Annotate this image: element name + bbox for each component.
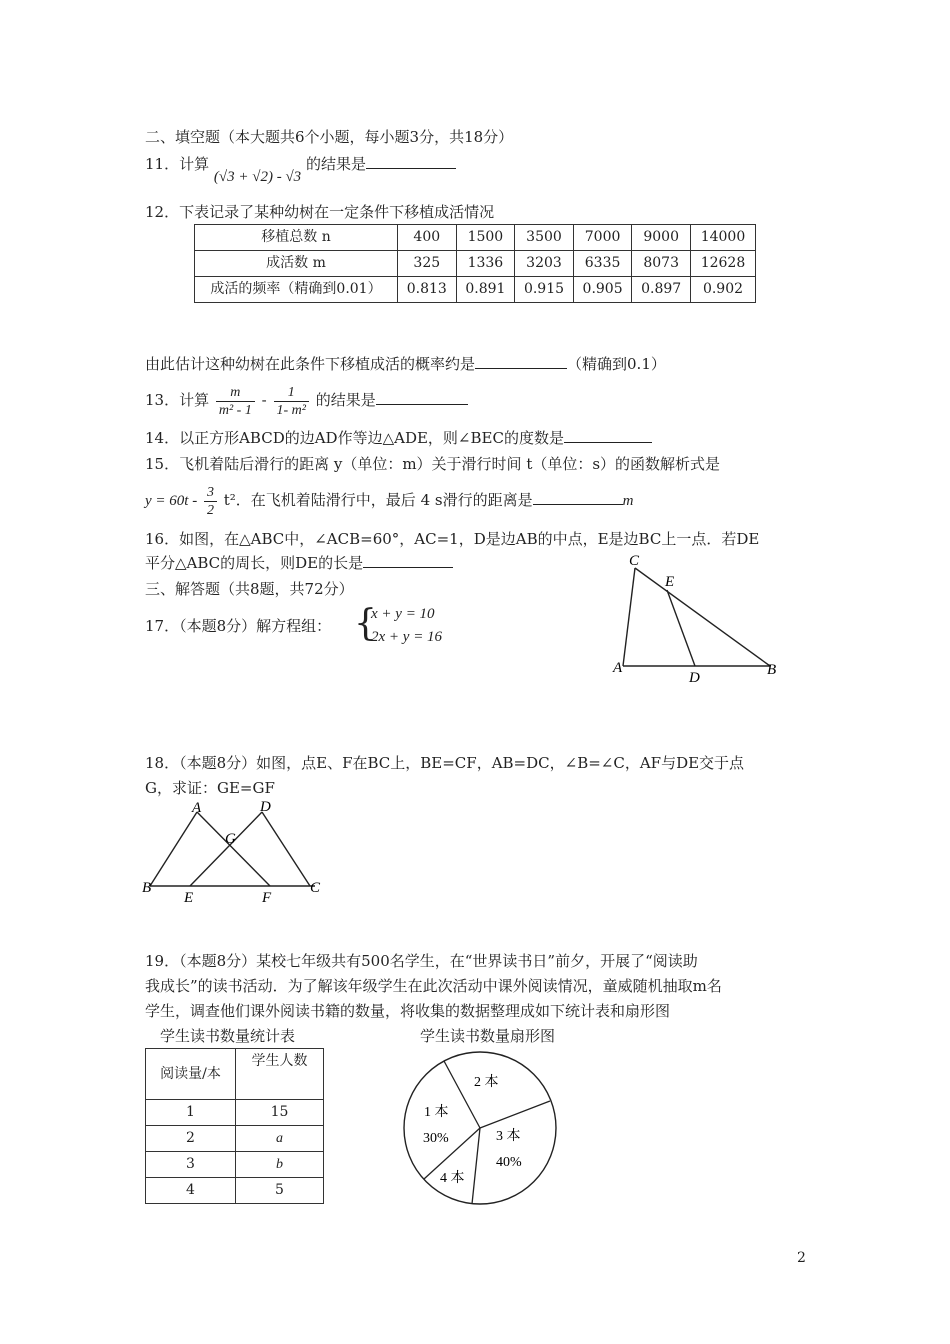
table-cell: 1336 [456, 251, 515, 277]
pie-label-2: 2 本 [474, 1075, 499, 1090]
label-A: A [192, 800, 202, 816]
question-13: 13．计算 $\frac{m}{\text{m² - 1}}$ - $\frac{1}{\text{1- m²}}$ 的结果是 [145, 382, 468, 419]
question-15-line2: y = 60t - $\frac{3}{2}$ t²．在飞机着陆滑行中，最后 4 s滑行的距离是 m [145, 484, 634, 518]
question-15-line1: 15．飞机着陆后滑行的距离 y（单位：m）关于滑行时间 t（单位：s）的函数解析式是 [145, 455, 721, 473]
label-A: A [613, 660, 623, 676]
table-cell: 15 [236, 1100, 324, 1126]
table-cell: 12628 [690, 251, 755, 277]
equation-2: 2x + y = 16 [371, 629, 443, 645]
table-header: 成活的频率（精确到0.01） [195, 277, 398, 303]
page-number: 2 [797, 1250, 806, 1266]
table-cell: 0.902 [690, 277, 755, 303]
table-cell: 6335 [573, 251, 632, 277]
label-F: F [262, 890, 272, 906]
question-19-line1: 19．（本题8分）某校七年级共有500名学生，在“世界读书日”前夕，开展了“阅读助 [145, 952, 698, 970]
table-header: 阅读量/本 [146, 1049, 236, 1100]
table-cell: 0.813 [398, 277, 457, 303]
triangle-figure-16 [605, 548, 795, 688]
question-16-line2: 平分△ABC的周长，则DE的长是 [145, 553, 453, 573]
table-cell: 3203 [515, 251, 574, 277]
table-cell: 0.897 [632, 277, 691, 303]
reading-table [145, 1048, 324, 1204]
pie-label-1: 1 本 [424, 1105, 449, 1120]
table-cell: 3 [146, 1152, 236, 1178]
table-cell: 14000 [690, 225, 755, 251]
question-18-line2: G，求证：GE=GF [145, 779, 275, 797]
label-D: D [689, 670, 700, 686]
section2-heading: 二、填空题（本大题共6个小题，每小题3分，共18分） [145, 128, 514, 146]
table-header: 移植总数 n [195, 225, 398, 251]
table-cell: 2 [146, 1126, 236, 1152]
table-cell: 0.915 [515, 277, 574, 303]
brace-icon: { [354, 603, 377, 644]
answer-blank[interactable] [475, 354, 567, 369]
table-cell: 325 [398, 251, 457, 277]
table-cell: 9000 [632, 225, 691, 251]
question-14: 14．以正方形ABCD的边AD作等边△ADE，则∠BEC的度数是 [145, 428, 652, 448]
table-cell: 1 [146, 1100, 236, 1126]
label-C: C [629, 553, 640, 569]
table-cell: 3500 [515, 225, 574, 251]
pie-pct-3: 40% [496, 1155, 522, 1170]
question-17: 17．（本题8分）解方程组： [145, 617, 332, 635]
table-title: 学生读书数量统计表 [160, 1027, 296, 1045]
q11-expression: (√3 + √2) - √3 [213, 169, 302, 185]
question-18-line1: 18．（本题8分）如图，点E、F在BC上，BE=CF，AB=DC，∠B=∠C，AF与DE交于点 [145, 754, 745, 772]
question-11: 11．计算 (√3 + √2) - √3 的结果是 [145, 154, 456, 175]
pie-pct-1: 30% [423, 1131, 449, 1146]
section3-heading: 三、解答题（共8题，共72分） [145, 580, 354, 598]
table-cell: 4 [146, 1178, 236, 1204]
answer-blank[interactable] [564, 428, 652, 443]
question-16-line1: 16．如图，在△ABC中，∠ACB=60°，AC=1，D是边AB的中点，E是边BC上一点．若DE [145, 530, 760, 548]
table-cell: 0.891 [456, 277, 515, 303]
label-D: D [260, 799, 271, 815]
table-cell: 0.905 [573, 277, 632, 303]
table-cell: 5 [236, 1178, 324, 1204]
question-19-line2: 我成长”的读书活动．为了解该年级学生在此次活动中课外阅读情况，童威随机抽取m名 [145, 977, 722, 995]
question-19-line3: 学生，调查他们课外阅读书籍的数量，将收集的数据整理成如下统计表和扇形图 [145, 1002, 671, 1020]
label-E: E [184, 890, 194, 906]
label-B: B [767, 662, 777, 678]
triangle-figure-18 [140, 798, 330, 908]
answer-blank[interactable] [376, 390, 468, 405]
question-12-after: 由此估计这种幼树在此条件下移植成活的概率约是 （精确到0.1） [145, 355, 666, 373]
label-C: C [310, 880, 321, 896]
answer-blank[interactable] [533, 490, 623, 505]
table-cell: 8073 [632, 251, 691, 277]
label-E: E [665, 574, 675, 590]
fraction: $\frac{3}{2}$ [204, 484, 217, 519]
fraction: $\frac{1}{\text{1- m²}}$ [274, 384, 309, 419]
table-cell: 1500 [456, 225, 515, 251]
table-header: 成活数 m [195, 251, 398, 277]
pie-label-3: 3 本 [496, 1129, 521, 1144]
table-header: 学生人数 [236, 1049, 324, 1100]
answer-blank[interactable] [366, 154, 456, 169]
question-12-intro: 12．下表记录了某种幼树在一定条件下移植成活情况 [145, 203, 495, 221]
survival-table [194, 224, 756, 303]
label-G: G [225, 831, 236, 847]
table-cell: 400 [398, 225, 457, 251]
answer-blank[interactable] [363, 553, 453, 568]
fraction: $\frac{m}{\text{m² - 1}}$ [216, 384, 255, 419]
equation-1: x + y = 10 [371, 606, 435, 622]
pie-chart [400, 1048, 570, 1208]
pie-label-4: 4 本 [440, 1171, 465, 1186]
label-B: B [142, 880, 152, 896]
table-cell: 7000 [573, 225, 632, 251]
table-cell: b [236, 1152, 324, 1178]
table-cell: a [236, 1126, 324, 1152]
pie-title: 学生读书数量扇形图 [420, 1027, 556, 1045]
